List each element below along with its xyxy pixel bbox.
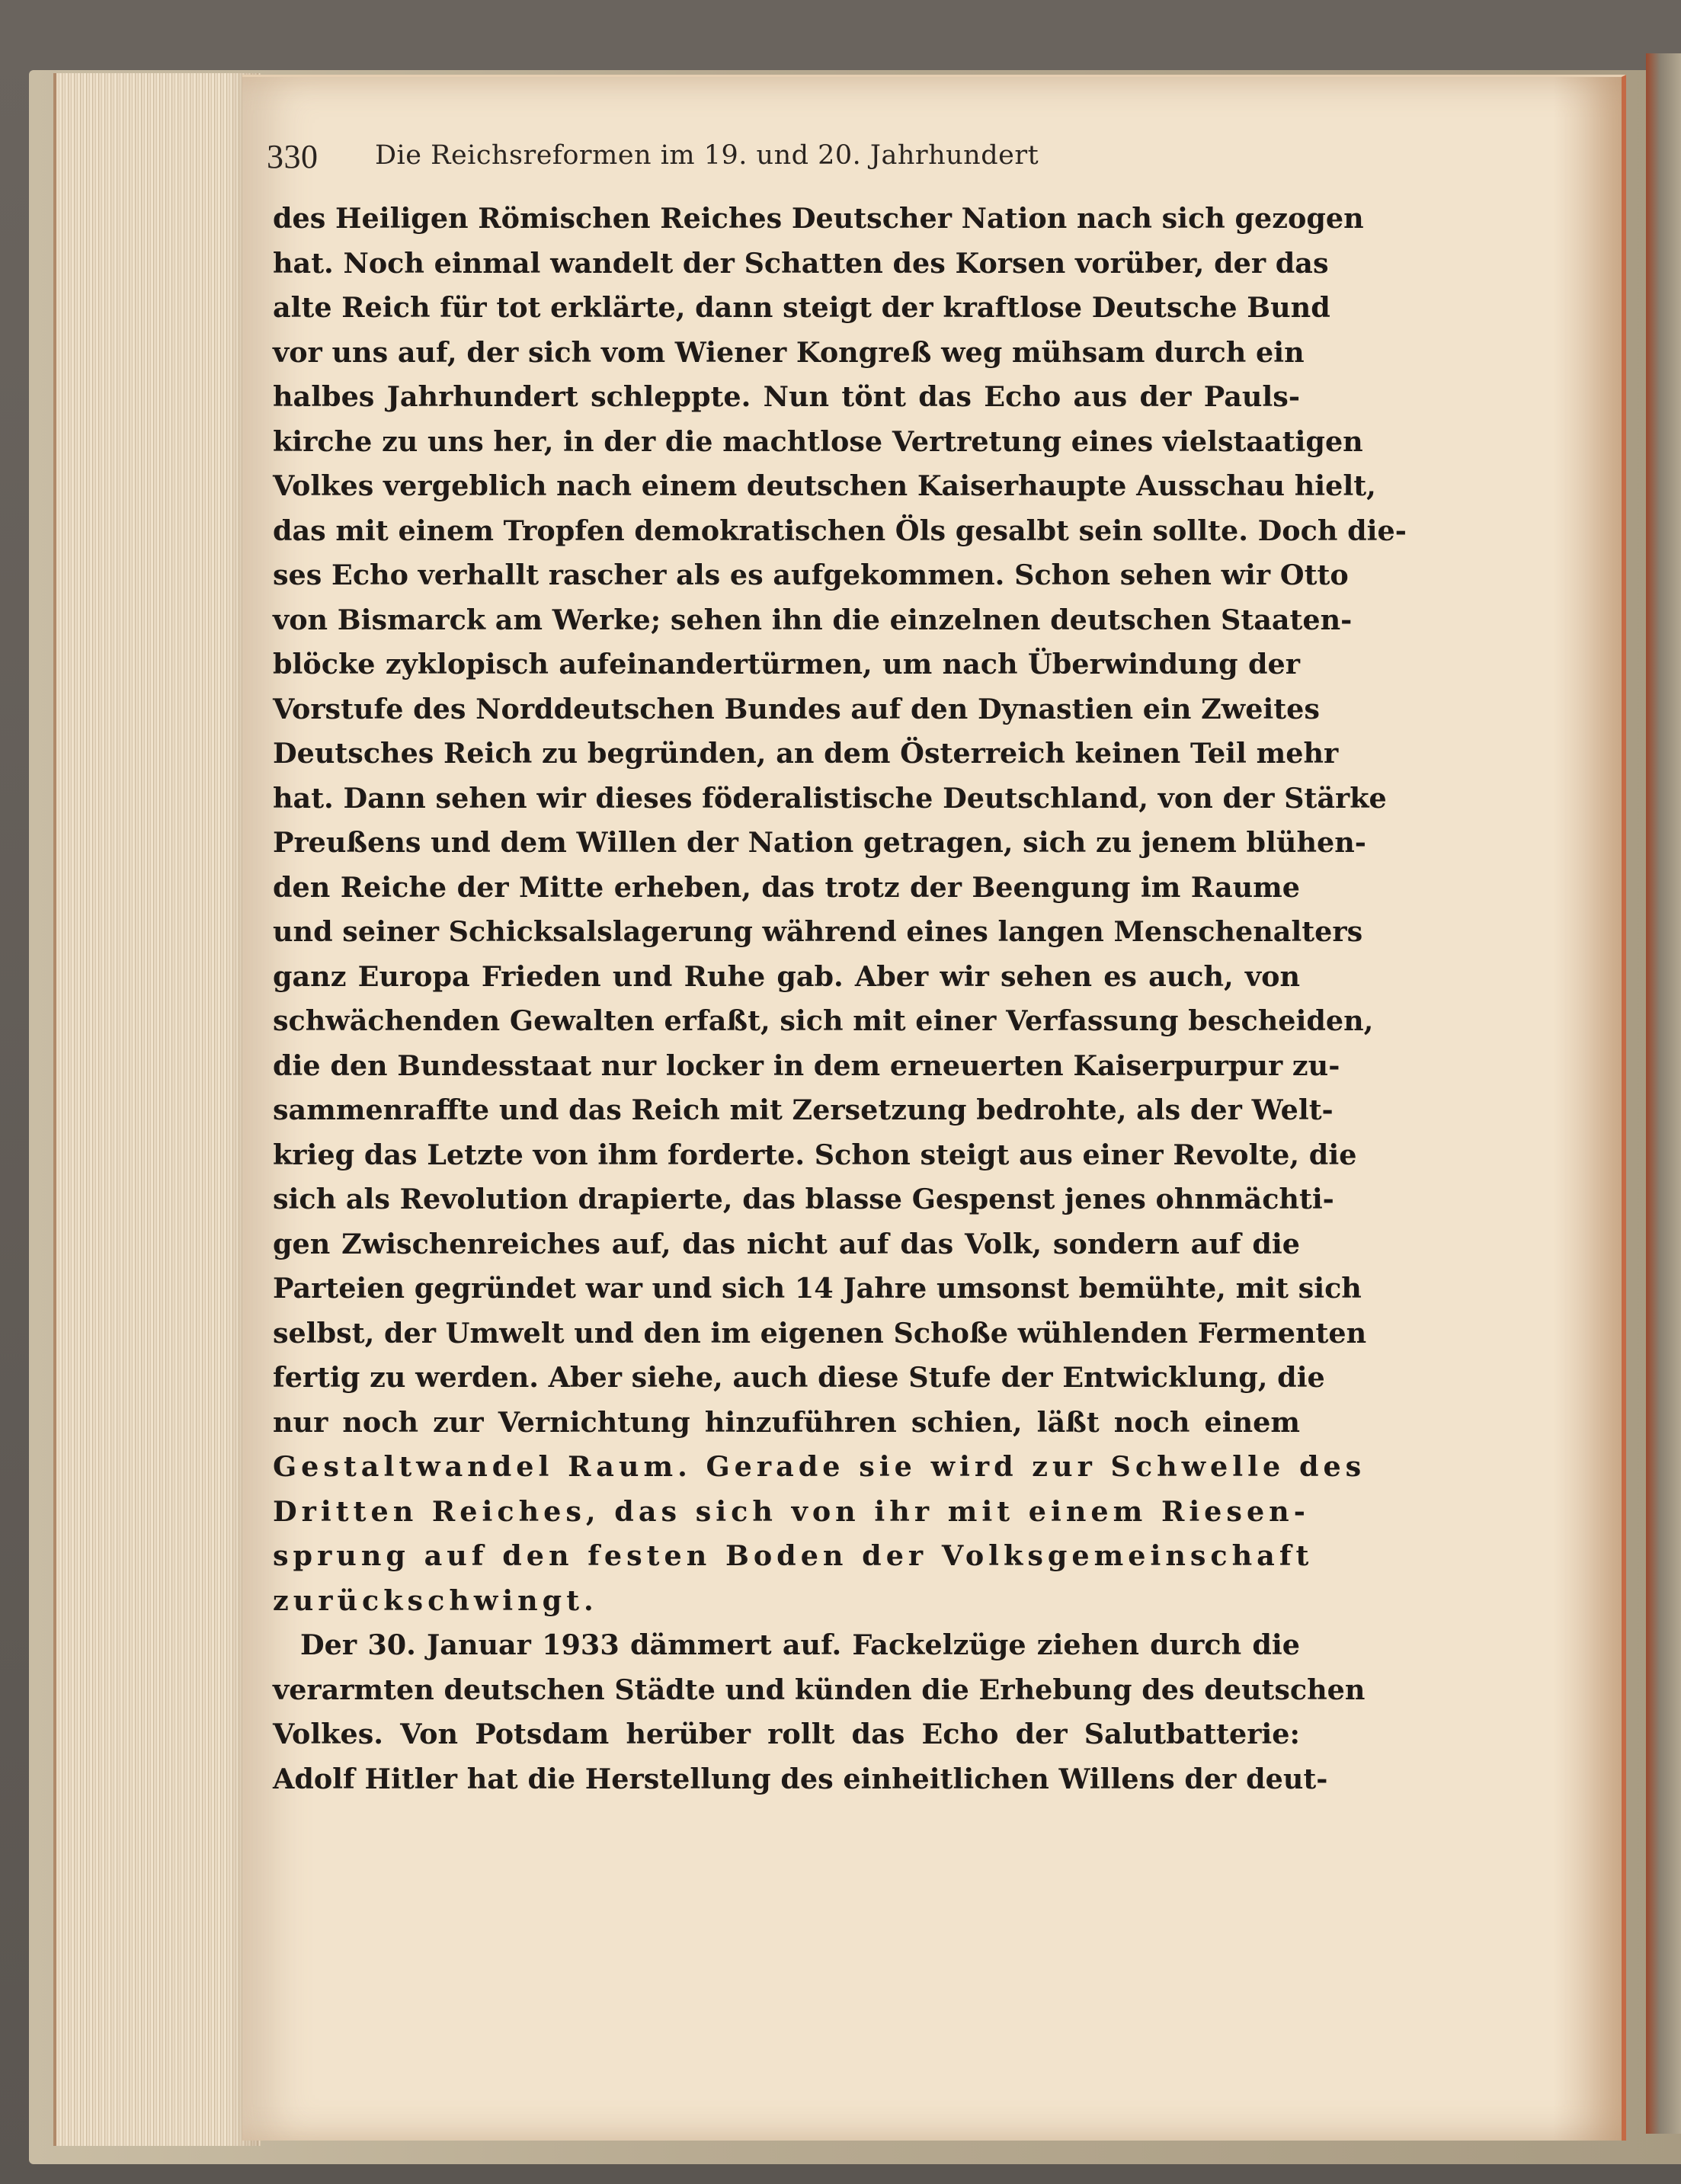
text-line-spaced: Gestaltwandel Raum. Gerade sie wird zur Schwelle des [273, 1450, 1366, 1483]
text-line: hat. Dann sehen wir dieses föderalistische Deutschland, von der Stärke [273, 781, 1387, 815]
text-line-spaced: sprung auf den festen Boden der Volksgemeinschaft [273, 1539, 1314, 1572]
text-line: nur noch zur Vernichtung hinzuführen schien, läßt noch einem [273, 1405, 1300, 1439]
text-line: den Reiche der Mitte erheben, das trotz der Beengung im Raume [273, 870, 1300, 904]
text-line-spaced: Dritten Reiches, das sich von ihr mit einem Riesen- [273, 1494, 1310, 1528]
text-line: alte Reich für tot erklärte, dann steigt der kraftlose Deutsche Bund [273, 291, 1330, 324]
text-line: Volkes. Von Potsdam herüber rollt das Echo der Salutbatterie: [273, 1718, 1300, 1750]
text-line: Preußens und dem Willen der Nation getragen, sich zu jenem blühen- [273, 826, 1366, 859]
text-line: vor uns auf, der sich vom Wiener Kongreß weg mühsam durch ein [273, 335, 1305, 369]
text-line: Parteien gegründet war und sich 14 Jahre umsonst bemühte, mit sich [273, 1272, 1362, 1305]
text-line: sammenraffte und das Reich mit Zersetzung bedrohte, als der Welt- [273, 1094, 1334, 1126]
body-text [273, 197, 1407, 1801]
text-line: gen Zwischenreiches auf, das nicht auf das Volk, sondern auf die [273, 1227, 1300, 1260]
text-line: Vorstufe des Norddeutschen Bundes auf den Dynastien ein Zweites [273, 692, 1320, 725]
text-line: schwächenden Gewalten erfaßt, sich mit einer Verfassung bescheiden, [273, 1004, 1374, 1037]
page-number: 330 [267, 138, 319, 175]
text-line-paragraph-start: Der 30. Januar 1933 dämmert auf. Fackelzüge ziehen durch die [300, 1628, 1300, 1661]
text-line: Deutsches Reich zu begründen, an dem Österreich keinen Teil mehr [273, 737, 1339, 770]
book-spine-edge [1646, 53, 1681, 2134]
text-line: halbes Jahrhundert schleppte. Nun tönt das Echo aus der Pauls- [273, 380, 1300, 413]
text-line: selbst, der Umwelt und den im eigenen Schoße wühlenden Fermenten [273, 1316, 1367, 1350]
text-line: ganz Europa Frieden und Ruhe gab. Aber wir sehen es auch, von [273, 959, 1300, 993]
text-line: des Heiligen Römischen Reiches Deutscher Nation nach sich gezogen [273, 202, 1364, 235]
text-line: von Bismarck am Werke; sehen ihn die einzelnen deutschen Staaten- [273, 603, 1353, 636]
text-line: ses Echo verhallt rascher als es aufgekommen. Schon sehen wir Otto [273, 559, 1349, 591]
text-line: kirche zu uns her, in der die machtlose Vertretung eines vielstaatigen [273, 424, 1363, 458]
text-line: blöcke zyklopisch aufeinandertürmen, um nach Überwindung der [273, 648, 1300, 680]
text-line: das mit einem Tropfen demokratischen Öls gesalbt sein sollte. Doch die- [273, 514, 1407, 547]
text-line: verarmten deutschen Städte und künden die Erhebung des deutschen [273, 1673, 1366, 1706]
text-line: hat. Noch einmal wandelt der Schatten des Korsen vorüber, der das [273, 246, 1329, 280]
text-line: die den Bundesstaat nur locker in dem erneuerten Kaiserpurpur zu- [273, 1049, 1340, 1082]
text-line: und seiner Schicksalslagerung während eines langen Menschenalters [273, 915, 1363, 948]
text-line: krieg das Letzte von ihm forderte. Schon steigt aus einer Revolte, die [273, 1138, 1357, 1171]
text-line: Adolf Hitler hat die Herstellung des einheitlichen Willens der deut- [273, 1762, 1328, 1795]
running-title: Die Reichsreformen im 19. und 20. Jahrhundert [375, 140, 1039, 171]
text-line: Volkes vergeblich nach einem deutschen Kaiserhaupte Ausschau hielt, [273, 469, 1376, 502]
page-gutter-shadow [1553, 77, 1622, 2141]
text-line: fertig zu werden. Aber siehe, auch diese Stufe der Entwicklung, die [273, 1361, 1325, 1394]
text-line-spaced: zurückschwingt. [273, 1584, 598, 1617]
text-line: sich als Revolution drapierte, das blasse Gespenst jenes ohnmächti- [273, 1183, 1334, 1215]
